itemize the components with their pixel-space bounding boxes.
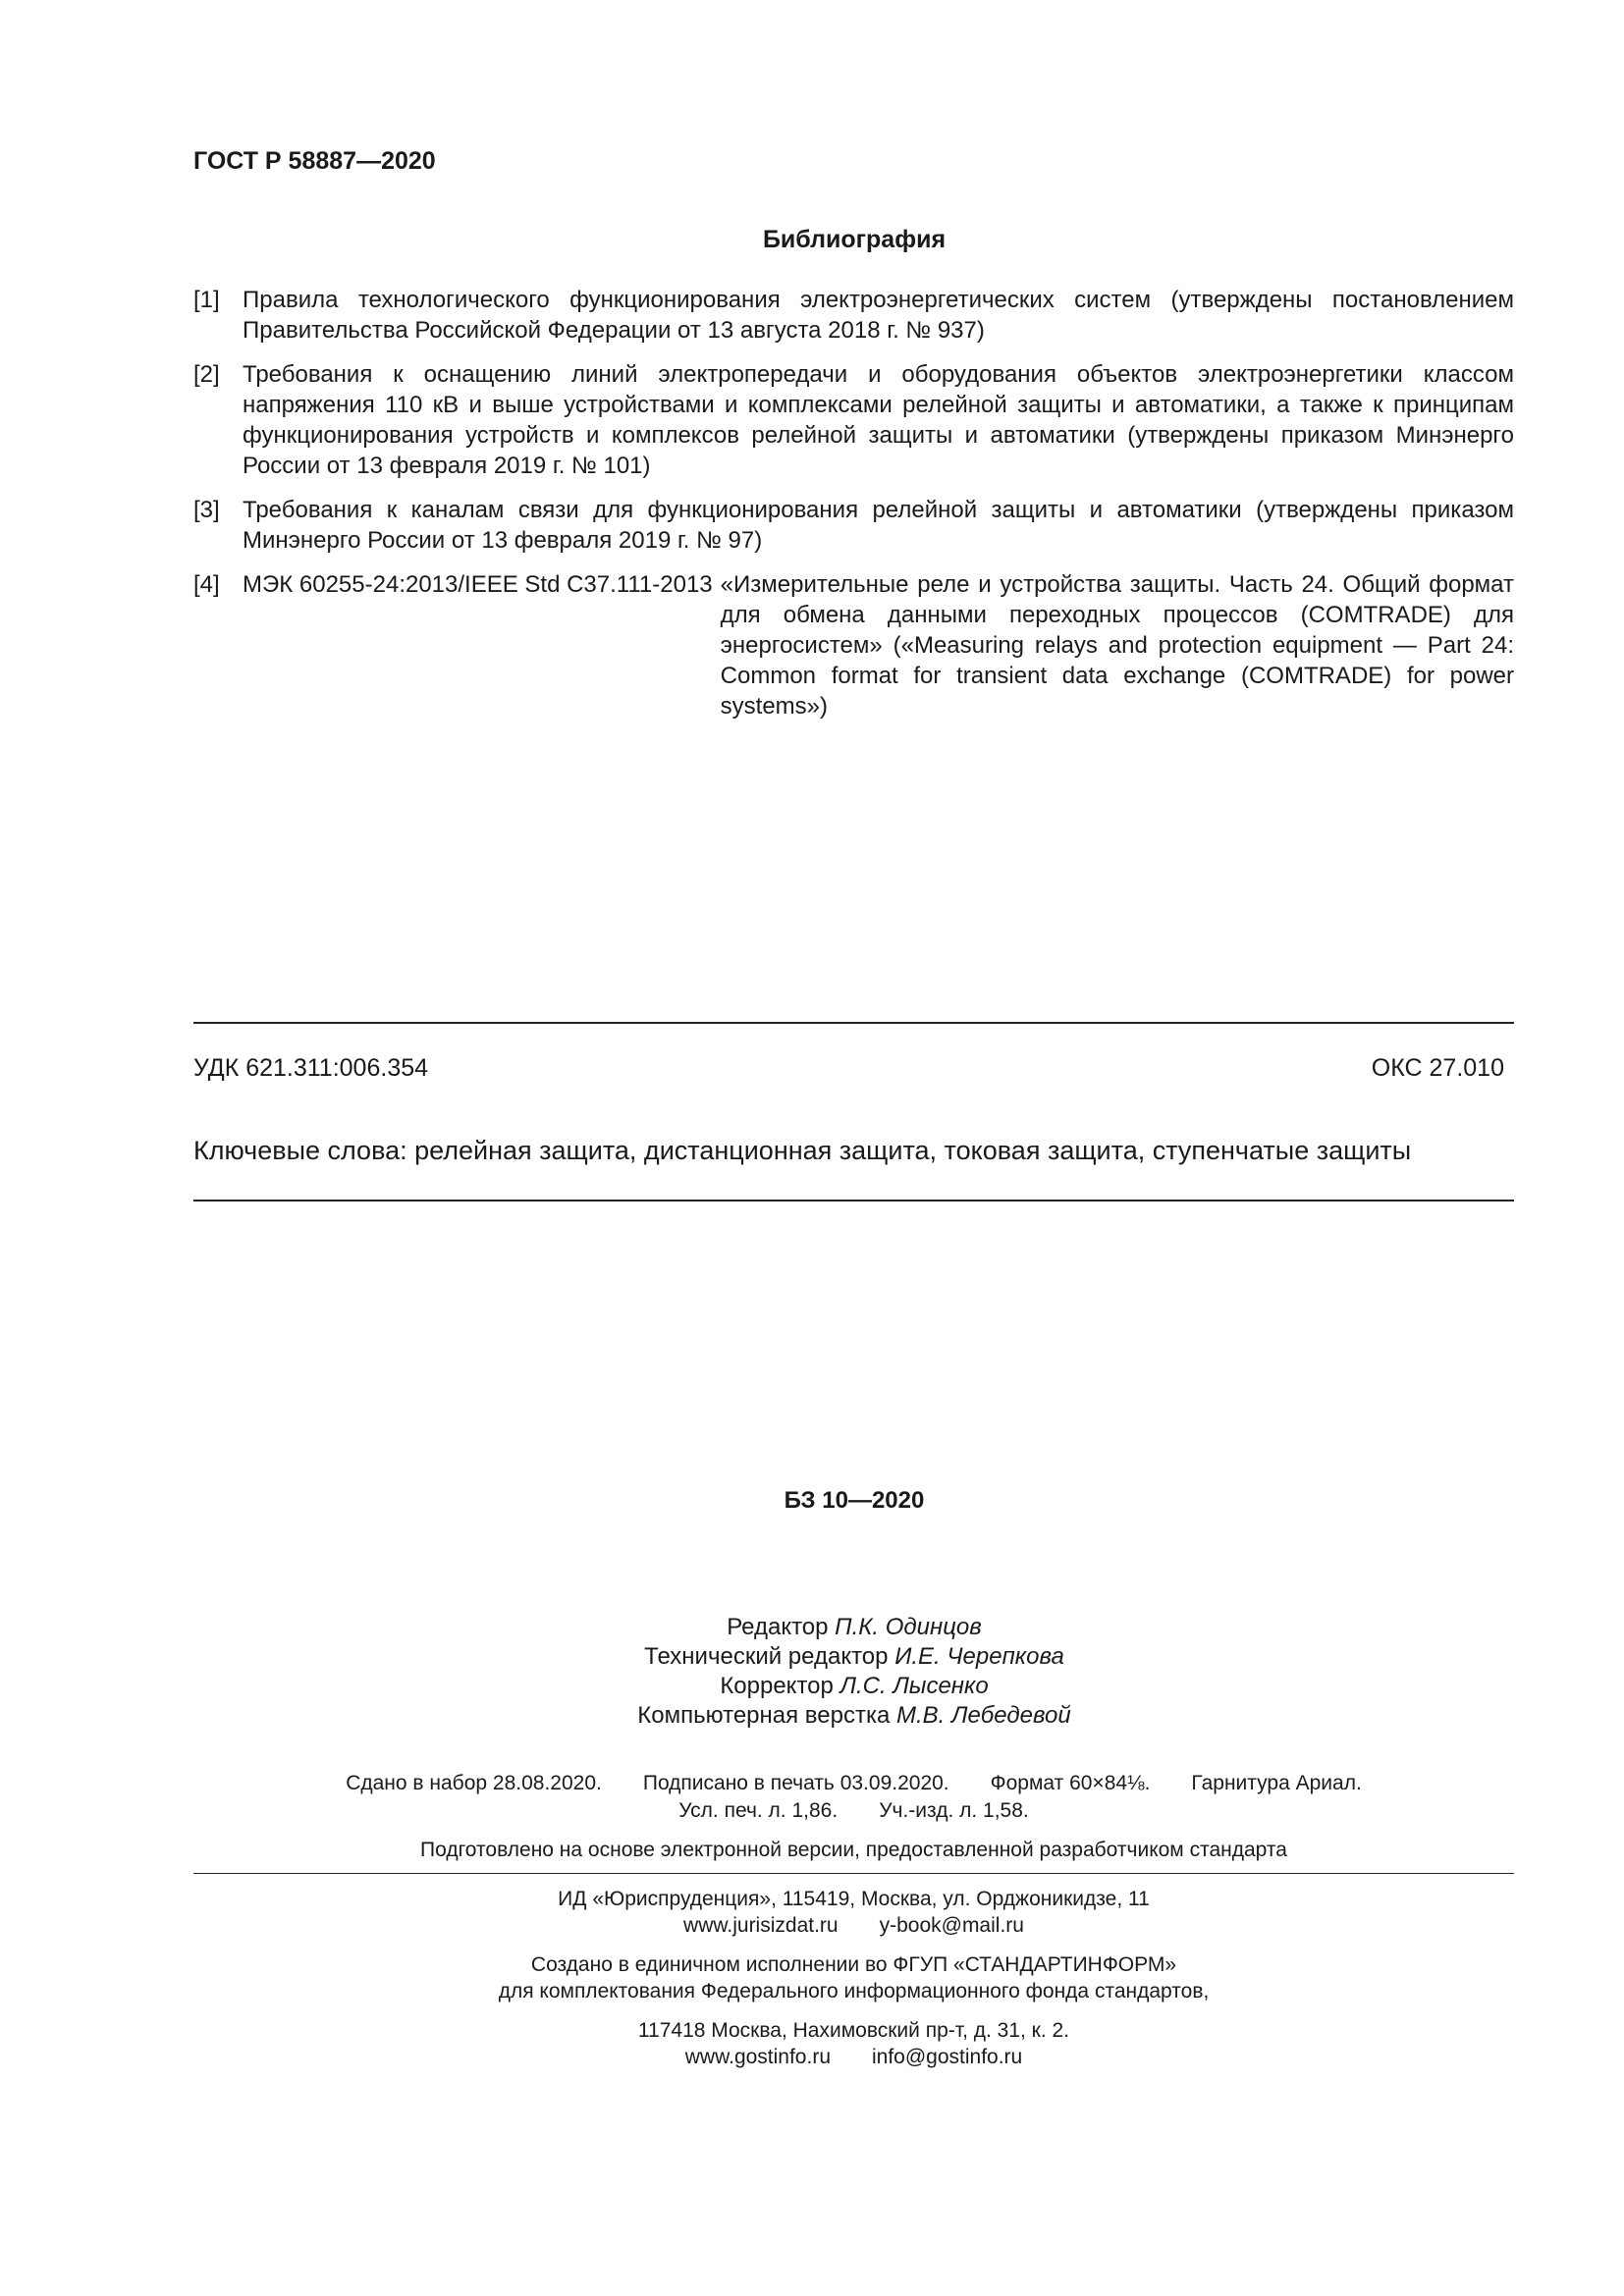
credit-name: Л.С. Лысенко bbox=[839, 1673, 989, 1699]
credit-line bbox=[0, 1701, 1624, 1731]
credit-role: Корректор bbox=[720, 1673, 834, 1699]
divider bbox=[193, 1200, 1514, 1201]
footer bbox=[193, 1886, 1514, 2083]
gostinfo-email-link[interactable]: info@gostinfo.ru bbox=[872, 2046, 1023, 2068]
bibliography-item-text: Правила технологического функционирования электроэнергетических систем (утверждены постановлением Правительства Российской Федерации от 13 августа 2018 г. № 937) bbox=[243, 287, 1514, 344]
bz-number: БЗ 10—2020 bbox=[784, 1487, 925, 1514]
print-sheets: Усл. печ. л. 1,86. bbox=[678, 1799, 839, 1822]
divider bbox=[193, 1873, 1514, 1874]
oks-code: ОКС 27.010 bbox=[1371, 1054, 1504, 1082]
keywords: Ключевые слова: релейная защита, дистанционная защита, токовая защита, ступенчатые защиты bbox=[193, 1136, 1412, 1165]
credit-name: П.К. Одинцов bbox=[835, 1614, 982, 1640]
credit-role: Компьютерная верстка bbox=[637, 1702, 891, 1729]
bibliography-item-number: [1] bbox=[193, 287, 220, 313]
submitted-date: Сдано в набор 28.08.2020. bbox=[346, 1772, 602, 1794]
credits bbox=[0, 1613, 1624, 1731]
created-note-line: для комплектования Федерального информационного фонда стандартов, bbox=[498, 1980, 1210, 2002]
credit-line bbox=[0, 1613, 1624, 1642]
bibliography-item bbox=[193, 569, 1514, 721]
bibliography-item-text: Требования к каналам связи для функционирования релейной защиты и автоматики (утверждены приказом Минэнерго России от 13 февраля 2019 г. № 97) bbox=[243, 497, 1514, 554]
bibliography-item-number: [4] bbox=[193, 571, 220, 598]
credit-line bbox=[0, 1672, 1624, 1701]
credit-line bbox=[0, 1642, 1624, 1672]
bibliography-item-number: [3] bbox=[193, 497, 220, 523]
publisher-site-link[interactable]: www.jurisizdat.ru bbox=[683, 1914, 839, 1937]
gostinfo-site-link[interactable]: www.gostinfo.ru bbox=[684, 2046, 831, 2068]
format: Формат 60×84⅛. bbox=[990, 1772, 1151, 1794]
gostinfo-address: 117418 Москва, Нахимовский пр-т, д. 31, к. 2. bbox=[637, 2019, 1070, 2042]
credit-role: Технический редактор bbox=[644, 1643, 889, 1670]
edit-sheets: Уч.-изд. л. 1,58. bbox=[879, 1799, 1029, 1822]
publisher-address: ИД «Юриспруденция», 115419, Москва, ул. Орджоникидзе, 11 bbox=[558, 1888, 1150, 1910]
standard-code: ГОСТ Р 58887—2020 bbox=[193, 147, 436, 175]
typeface: Гарнитура Ариал. bbox=[1191, 1772, 1362, 1794]
bibliography-item-text: Требования к оснащению линий электропередачи и оборудования объектов электроэнергетики классом напряжения 110 кВ и выше устройствами и комплексами релейной защиты и автоматики, а также к принципам функционирования устройств и комплексов релейной защиты и автоматики (утверждены приказом Минэнерго России от 13 февраля 2019 г. № 101) bbox=[243, 361, 1514, 479]
prepared-note: Подготовлено на основе электронной версии, предоставленной разработчиком стандарта bbox=[420, 1839, 1287, 1861]
created-note-line: Создано в единичном исполнении во ФГУП «СТАНДАРТИНФОРМ» bbox=[530, 1953, 1177, 1976]
publication-info bbox=[193, 1770, 1514, 1825]
bibliography-item-number: [2] bbox=[193, 361, 220, 388]
credit-name: И.Е. Черепкова bbox=[894, 1643, 1064, 1670]
bibliography-item-code: МЭК 60255-24:2013/IEEE Std C37.111-2013 bbox=[243, 571, 713, 598]
bibliography-title: Библиография bbox=[762, 226, 947, 253]
bibliography-item bbox=[193, 285, 1514, 346]
bibliography-list bbox=[193, 285, 1514, 735]
bibliography-item-text: «Измерительные реле и устройства защиты. Часть 24. Общий формат для обмена данными переходных процессов (COMTRADE) для энергосистем» («Measuring relays and protection equipment — Part 24: Common format for transient data exchange (COMTRADE) for power systems») bbox=[720, 571, 1514, 720]
udk-code: УДК 621.311:006.354 bbox=[193, 1054, 429, 1082]
bibliography-item bbox=[193, 495, 1514, 556]
credit-name: М.В. Лебедевой bbox=[896, 1702, 1071, 1729]
divider bbox=[193, 1022, 1514, 1024]
signed-date: Подписано в печать 03.09.2020. bbox=[642, 1772, 949, 1794]
publisher-email-link[interactable]: y-book@mail.ru bbox=[879, 1914, 1024, 1937]
bibliography-item bbox=[193, 359, 1514, 481]
credit-role: Редактор bbox=[727, 1614, 829, 1640]
